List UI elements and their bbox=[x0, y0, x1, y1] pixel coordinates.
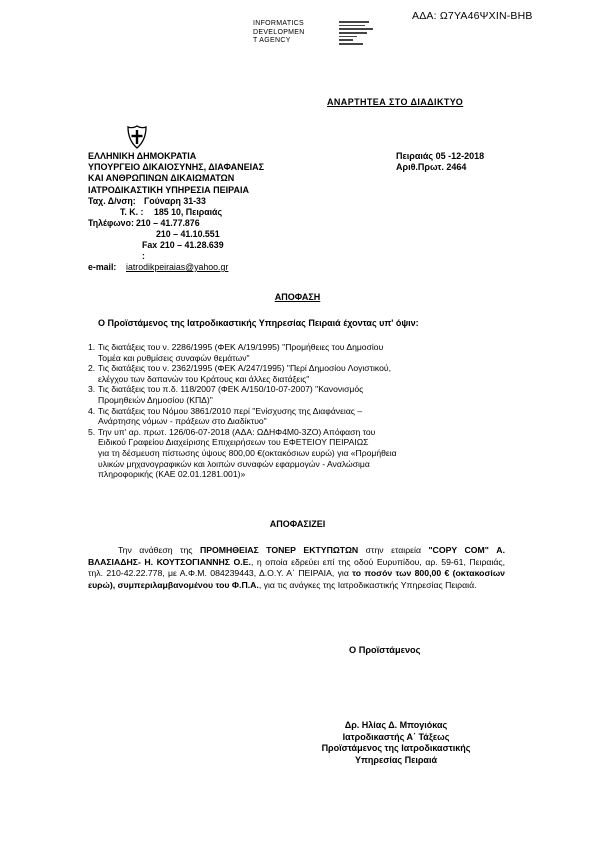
ida-logo bbox=[253, 20, 373, 50]
fax-label: Fax : bbox=[142, 240, 158, 261]
decides-heading: ΑΠΟΦΑΣΙΖΕΙ bbox=[269, 519, 326, 529]
org-line: ΕΛΛΗΝΙΚΗ ΔΗΜΟΚΡΑΤΙΑ bbox=[88, 151, 197, 161]
list-item-number: 4. bbox=[88, 405, 96, 416]
list-item-number: 3. bbox=[88, 384, 96, 395]
list-item-line: Τομέα και ρυθμίσεις συναφών θεμάτων" bbox=[98, 352, 250, 363]
email-link[interactable]: iatrodikpeiraias@yahoo.gr bbox=[126, 262, 229, 272]
list-item-line: Τις διατάξεις του ν. 2286/1995 (ΦΕΚ Α/19/1995) "Προμήθειες του Δημοσίου bbox=[98, 342, 384, 352]
list-item bbox=[88, 427, 508, 480]
signature-block bbox=[296, 720, 496, 766]
fax-value: 210 – 41.28.639 bbox=[160, 240, 224, 250]
contact-block bbox=[88, 196, 228, 273]
list-item bbox=[88, 342, 508, 363]
ada-code: ΑΔΑ: Ω7ΥΑ46ΨΧΙΝ-ΒΗΒ bbox=[412, 10, 533, 22]
posting-note: ΑΝΑΡΤΗΤΕΑ ΣΤΟ ΔΙΑΔΙΚΤΥΟ bbox=[327, 97, 464, 107]
protocol-number: Αριθ.Πρωτ. 2464 bbox=[396, 162, 467, 173]
document-date: Πειραιάς 05 -12-2018 bbox=[396, 151, 485, 161]
body-amount: το ποσόν των 800,00 € (οκτακοσίων ευρώ), συμπεριλαμβανομένου του Φ.Π.Α. bbox=[88, 568, 505, 590]
address-value: Γούναρη 31-33 bbox=[144, 196, 206, 206]
body-product: ΠΡΟΜΗΘΕΙΑΣ ΤΟΝΕΡ ΕΚΤΥΠΩΤΩΝ bbox=[199, 545, 359, 555]
list-item-line: Ειδικού Γραφείου Διαχείρισης Επιχειρήσεων του ΕΦΕΤΕΙΟΥ ΠΕΙΡΑΙΩΣ bbox=[98, 437, 369, 448]
date-protocol bbox=[396, 151, 484, 173]
list-item-line: για τη δέσμευση πίστωσης ύψους 800,00 €(οκτακόσιων ευρώ) για «Προμήθεια bbox=[98, 447, 397, 458]
list-item-line: υλικών μηχανογραφικών και λοιπών συναφών εφαρμογών - Αναλώσιμα bbox=[98, 458, 370, 469]
body-text: , η οποία εδρεύει επί της οδού Ευρυπίδου, αρ. 59-61, Πειραιάς, τηλ. 210-42.22.778, με Α.Φ.Μ. 084239443, Δ.Ο.Υ. Α΄ ΠΕΙΡΑΙΑ, για bbox=[88, 556, 505, 578]
list-item-number: 5. bbox=[88, 426, 96, 437]
considerations-list bbox=[88, 342, 508, 480]
org-line: ΙΑΤΡΟΔΙΚΑΣΤΙΚΗ ΥΠΗΡΕΣΙΑ ΠΕΙΡΑΙΑ bbox=[88, 184, 249, 195]
list-item-line: ελέγχου των δαπανών του Κράτους και άλλες διατάξεις" bbox=[98, 373, 310, 384]
body-text: Την ανάθεση της bbox=[118, 545, 200, 555]
organization-header bbox=[88, 151, 264, 196]
tk-label: Τ. Κ. : bbox=[120, 207, 144, 217]
list-item-number: 1. bbox=[88, 342, 96, 352]
phone-2: 210 – 41.10.551 bbox=[156, 229, 220, 239]
list-item-line: Την υπ' αρ. πρωτ. 126/06-07-2018 (ΑΔΑ: ΩΔΗΦ4Μ0-3ΖΟ) Απόφαση του bbox=[98, 426, 376, 437]
list-item bbox=[88, 406, 508, 427]
list-item-line: Τις διατάξεις του Νόμου 3861/2010 περί "Ενίσχυσης της Διαφάνειας – bbox=[98, 405, 363, 416]
list-item-line: Τις διατάξεις του π.δ. 118/2007 (ΦΕΚ Α/150/10-07-2007) "Κανονισμός bbox=[98, 384, 364, 395]
list-item-line: πληροφορικής (ΚΑΕ 02.01.1281.001)» bbox=[98, 469, 246, 480]
greek-emblem-icon bbox=[126, 125, 148, 149]
decision-title: ΑΠΟΦΑΣΗ bbox=[274, 292, 321, 302]
body-text: , για τις ανάγκες της Ιατροδικαστικής Υπηρεσίας Πειραιά. bbox=[258, 579, 477, 590]
decision-body bbox=[88, 545, 505, 591]
signature-heading: Ο Προϊστάμενος bbox=[349, 645, 421, 655]
list-item-line: Προμηθειών Δημοσίου (ΚΠΔ)" bbox=[98, 394, 213, 405]
list-item-line: Τις διατάξεις του ν. 2362/1995 (ΦΕΚ Α/247/1995) "Περί Δημοσίου Λογιστικού, bbox=[98, 363, 391, 374]
ida-logo-line: INFORMATICS bbox=[253, 20, 305, 27]
tk-value: 185 10, Πειραιάς bbox=[154, 207, 223, 217]
list-item-line: Ανάρτησης νόμων - πράξεων στο Διαδίκτυο" bbox=[98, 416, 267, 427]
org-line: ΥΠΟΥΡΓΕΙΟ ΔΙΚΑΙΟΣΥΝΗΣ, ΔΙΑΦΑΝΕΙΑΣ bbox=[88, 162, 265, 173]
ida-logo-line: T AGENCY bbox=[253, 37, 291, 44]
signature-line: Προϊστάμενος της Ιατροδικαστικής bbox=[321, 743, 471, 753]
signature-line: Υπηρεσίας Πειραιά bbox=[354, 754, 437, 765]
ida-logo-text bbox=[253, 20, 305, 46]
list-item bbox=[88, 363, 508, 384]
signature-line: Ιατροδικαστής Α΄ Τάξεως bbox=[342, 731, 450, 742]
signature-line: Δρ. Ηλίας Δ. Μπογιόκας bbox=[344, 720, 448, 730]
body-text: στην εταιρεία bbox=[358, 545, 429, 555]
ida-logo-fine-print bbox=[339, 21, 373, 47]
org-line: ΚΑΙ ΑΝΘΡΩΠΙΝΩΝ ΔΙΚΑΙΩΜΑΤΩΝ bbox=[88, 173, 235, 184]
phone-label: Τηλέφωνο: bbox=[88, 218, 134, 228]
intro-line: Ο Προϊστάμενος της Ιατροδικαστικής Υπηρεσίας Πειραιά έχοντας υπ' όψιν: bbox=[98, 318, 419, 328]
email-label: e-mail: bbox=[88, 262, 117, 272]
ida-logo-line: DEVELOPMEN bbox=[253, 28, 305, 36]
list-item bbox=[88, 384, 508, 405]
phone-1: 210 – 41.77.876 bbox=[136, 218, 200, 228]
body-company: "COPY COM" Α. ΒΛΑΣΙΑΔΗΣ- Η. ΚΟΥΤΣΟΓΙΑΝΝΗΣ Ο.Ε. bbox=[88, 545, 505, 567]
address-label: Ταχ. Δ/νση: bbox=[88, 196, 136, 206]
list-item-number: 2. bbox=[88, 363, 96, 374]
